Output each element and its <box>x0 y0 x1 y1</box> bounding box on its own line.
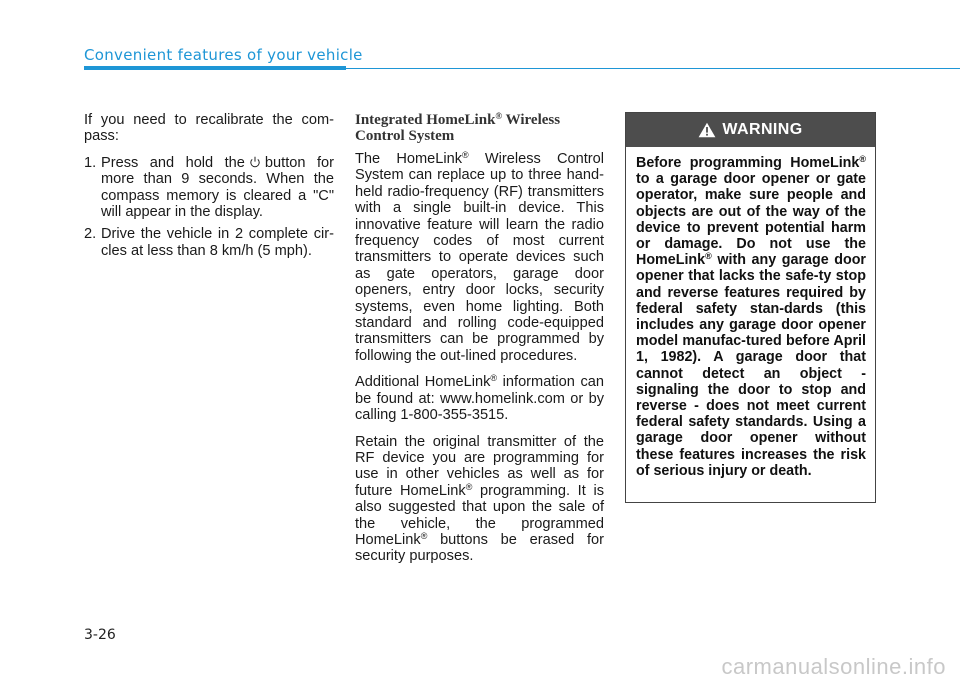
warning-triangle-icon <box>698 122 716 138</box>
step-1 <box>84 155 334 221</box>
step-1-text <box>101 155 334 221</box>
step-1-text-b: button for more than 9 seconds. When the compass memory is cleared a "C" will appear in the display. <box>101 154 334 221</box>
header-rule-line <box>346 68 960 69</box>
registered-mark: ® <box>420 530 428 541</box>
p2-text-a: Additional HomeLink <box>355 374 491 391</box>
registered-mark: ® <box>490 373 498 384</box>
registered-mark: ® <box>495 111 503 121</box>
warning-box <box>625 112 876 503</box>
warning-label: WARNING <box>722 121 803 138</box>
p1-text-b: Wireless Control System can replace up to three hand-held radio-frequency (RF) transmitters with a single built-in device. This innovative feature will learn the radio frequency codes of most current transmitters to operate devices such as gate operators, garage door openers, entry door locks, security systems, even home lighting. Both standard and rolling code-equipped transmitters can be programmed by following the out-lined procedures. <box>355 151 605 364</box>
homelink-heading <box>355 112 604 144</box>
heading-text-a: Integrated HomeLink <box>355 112 496 128</box>
p2-text-b: information can be found at: www.homelink.com or by calling 1-800-355-3515. <box>355 374 604 424</box>
page-number: 3-26 <box>84 627 116 643</box>
registered-mark: ® <box>462 150 469 160</box>
warning-text-c: with any garage door opener that lacks the safe-ty stop and reverse features required by federal safety stan-dards (this includes any garage door opener model manufac-tured before April 1, 1982). A garage door that cannot detect an object - signaling the door to stop and reverse - does not meet current federal safety standards. Using a garage door opener without these features increases the risk of serious injury or death. <box>636 252 866 479</box>
registered-mark: ® <box>859 154 866 164</box>
step-2-text: Drive the vehicle in 2 complete cir-cles at less than 8 km/h (5 mph). <box>101 226 334 259</box>
step-2-number: 2. <box>84 226 97 243</box>
page-header <box>84 46 960 76</box>
header-rule-accent <box>84 66 346 70</box>
warning-header <box>626 113 875 147</box>
step-1-text-a: Press and hold the <box>101 154 245 171</box>
power-icon <box>249 156 261 168</box>
registered-mark: ® <box>465 481 473 492</box>
p3-text-c: buttons be erased for security purposes. <box>355 531 604 565</box>
warning-text-a: Before programming HomeLink <box>636 155 860 171</box>
step-1-number: 1. <box>84 154 97 171</box>
homelink-paragraph-1 <box>355 151 604 364</box>
p3-text-b: programming. It is also suggested that upon the sale of the vehicle, the programmed HomeLink <box>355 482 604 548</box>
middle-column <box>355 112 604 575</box>
p1-text-a: The HomeLink <box>355 151 463 167</box>
step-2 <box>84 226 334 259</box>
homelink-paragraph-3 <box>355 434 604 565</box>
recalibrate-intro: If you need to recalibrate the com-pass: <box>84 112 334 145</box>
warning-text <box>626 147 875 479</box>
homelink-paragraph-2 <box>355 374 604 423</box>
warning-text-b: to a garage door opener or gate operator, make sure people and objects are out of the way of the device to prevent potential harm or damage. Do not use the HomeLink <box>636 171 866 269</box>
heading-text-b: Wireless Control System <box>355 112 561 144</box>
section-title: Convenient features of your vehicle <box>84 46 363 64</box>
registered-mark: ® <box>705 251 712 262</box>
left-column <box>84 112 334 265</box>
watermark: carmanualsonline.info <box>721 654 946 679</box>
p3-text-a: Retain the original transmitter of the RF device you are programming for use in other vehicles as well as for future HomeLink <box>355 433 604 499</box>
